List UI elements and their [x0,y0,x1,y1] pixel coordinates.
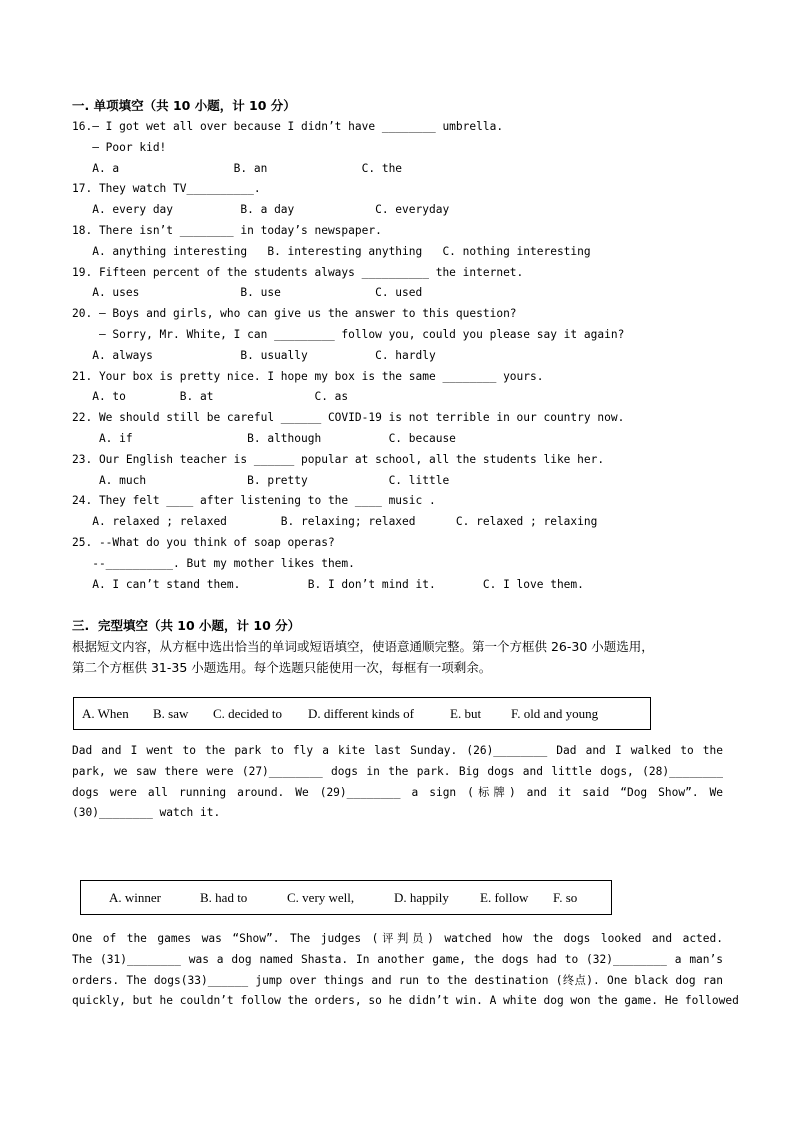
word-box-1-option-c: C. decided to [213,705,282,721]
word-box-1-option-b: B. saw [153,705,189,721]
word-box-1-option-f: F. old and young [511,705,599,721]
question-line: A. to B. at C. as [72,390,349,404]
passage-1-line: park, we saw there were (27)________ dogs in the park. Big dogs and little dogs, (28)________ [72,764,723,778]
section1-heading: 一. 单项填空（共 10 小题，计 10 分） [72,98,296,113]
word-box-2-option-d: D. happily [394,889,449,905]
section3-instruction-2: 第二个方框供 31-35 小题选用。每个选题只能使用一次，每框有一项剩余。 [72,660,492,675]
question-line: A. I can’t stand them. B. I don’t mind it. C. I love them. [72,577,584,591]
passage-2-line: orders. The dogs(33)______ jump over things and run to the destination (终点). One black dog ran [72,973,723,987]
question-line: 21. Your box is pretty nice. I hope my box is the same ________ yours. [72,369,544,383]
section3-heading: 三. 完型填空（共 10 小题，计 10 分） [72,618,301,633]
word-box-2-option-e: E. follow [480,889,529,905]
question-line: A. uses B. use C. used [72,286,423,300]
question-line: 17. They watch TV__________. [72,182,261,196]
question-line: A. much B. pretty C. little [72,473,450,487]
word-box-2-option-a: A. winner [109,889,161,905]
passage-1-line: Dad and I went to the park to fly a kite last Sunday. (26)________ Dad and I walked to the [72,744,723,757]
question-line: 23. Our English teacher is ______ popular at school, all the students like her. [72,452,605,466]
question-line: A. always B. usually C. hardly [72,348,436,362]
word-box-2-option-c: C. very well, [287,889,355,905]
section3-instruction-1: 根据短文内容，从方框中选出恰当的单词或短语填空，使语意通顺完整。第一个方框供 26-30 小题选用， [72,639,654,654]
question-line: A. a B. an C. the [72,161,403,175]
word-box-1-option-d: D. different kinds of [308,705,414,721]
question-line: A. if B. although C. because [72,432,456,445]
question-line: — Sorry, Mr. White, I can _________ follow you, could you please say it again? [72,328,625,341]
word-box-2-option-b: B. had to [200,889,248,905]
word-box-2 [80,880,612,915]
passage-1-line: dogs were all running around. We (29)________ a sign (标牌) and it said “Dog Show”. We [72,785,723,799]
passage-2-line: One of the games was “Show”. The judges (评判员) watched how the dogs looked and acted. [72,932,723,945]
word-box-1-option-a: A. When [82,705,129,721]
word-box-1 [73,697,651,730]
question-line: 25. --What do you think of soap operas? [72,536,335,549]
passage-1 [72,741,723,824]
question-line: — Poor kid! [72,140,167,154]
question-line: 24. They felt ____ after listening to the ____ music . [72,494,436,508]
word-box-2-option-f: F. so [553,889,578,905]
word-box-1-option-e: E. but [450,705,482,721]
question-line: --__________. But my mother likes them. [72,556,355,570]
question-line: A. relaxed ; relaxed B. relaxing; relaxed C. relaxed ; relaxing [72,515,598,529]
question-line: 20. — Boys and girls, who can give us the answer to this question? [72,307,517,321]
question-line: 18. There isn’t ________ in today’s newspaper. [72,224,382,237]
question-line: A. every day B. a day C. everyday [72,203,450,217]
passage-1-line: (30)________ watch it. [72,806,221,820]
question-line: 19. Fifteen percent of the students always __________ the internet. [72,265,524,279]
passage-2 [72,929,739,1012]
question-line: 22. We should still be careful ______ COVID-19 is not terrible in our country now. [72,411,625,425]
question-line: 16.— I got wet all over because I didn’t have ________ umbrella. [72,120,504,133]
passage-2-line: The (31)________ was a dog named Shasta. In another game, the dogs had to (32)________ a man’s [72,952,723,966]
passage-2-line: quickly, but he couldn’t follow the orders, so he didn’t win. A white dog won the game. He followed [72,994,739,1008]
question-line: A. anything interesting B. interesting anything C. nothing interesting [72,244,591,258]
